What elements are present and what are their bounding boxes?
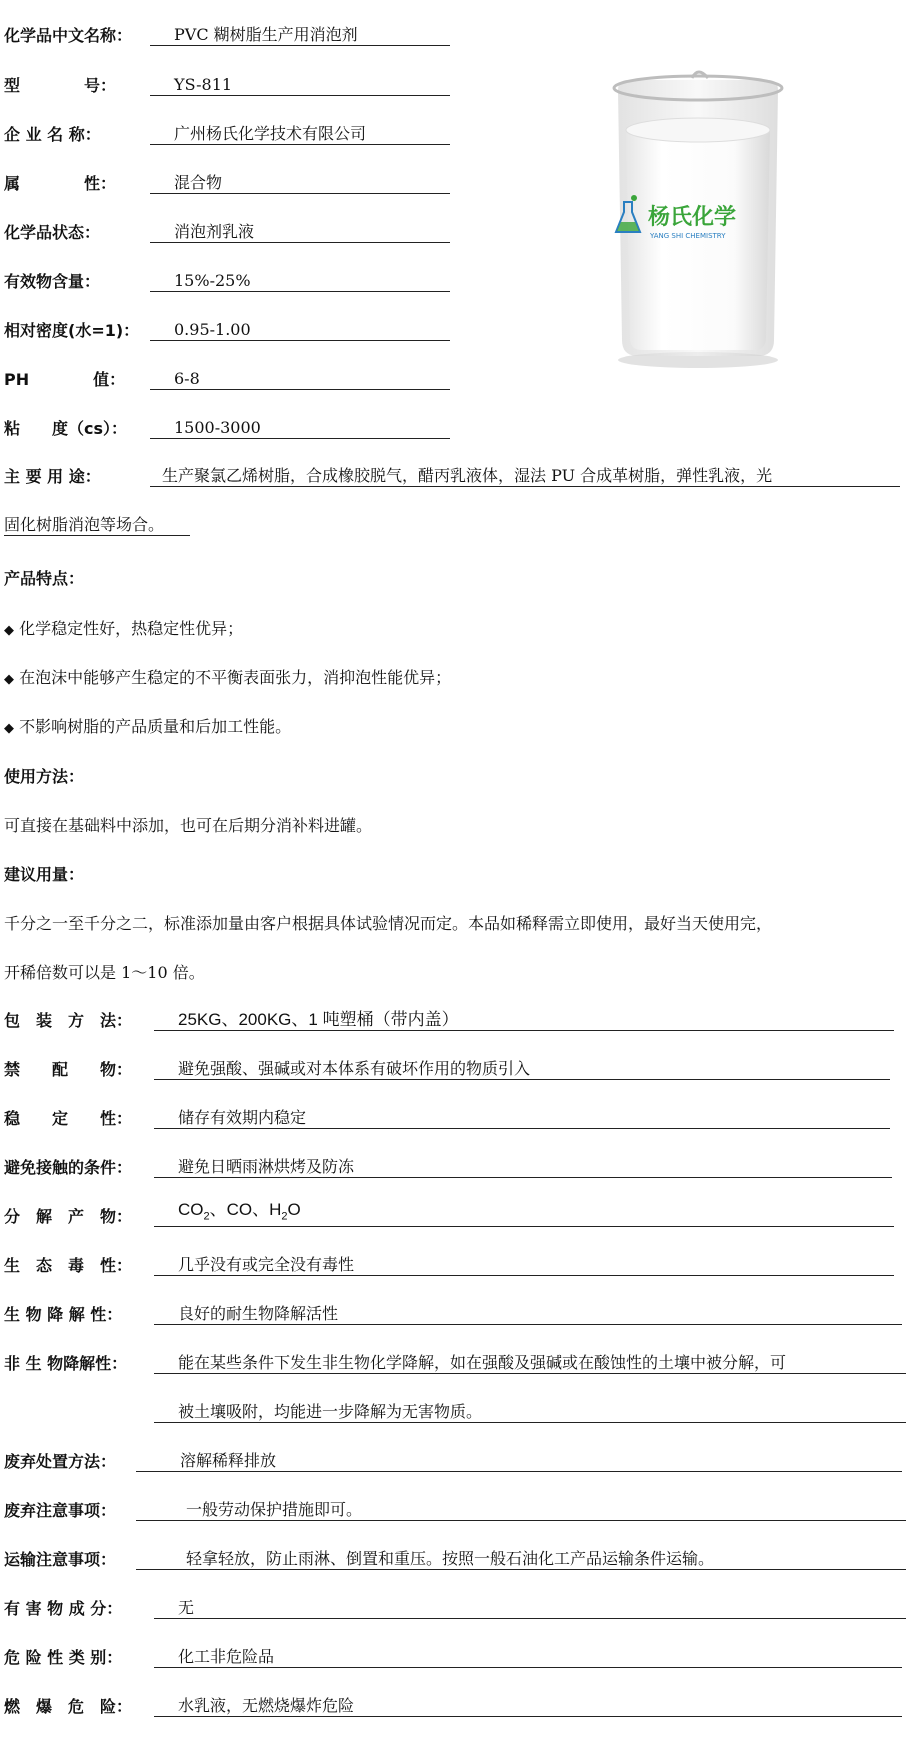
field-label: 分 解 产 物： [4,1207,133,1226]
field-value: 15%-25% [150,271,450,292]
feature-item-1 [4,616,243,639]
field-label: 粘 度（cs）： [4,419,128,438]
field-hazardous [4,1591,906,1619]
field-label: 废弃处置方法： [4,1452,117,1471]
field-packaging [4,1003,894,1031]
field-value: 广州杨氏化学技术有限公司 [150,124,450,145]
field-label: PH 值： [4,370,126,389]
field-label: 运输注意事项： [4,1550,117,1569]
field-value: 一般劳动保护措施即可。 [136,1500,906,1521]
field-incompatible [4,1052,890,1080]
field-nonbio [4,1346,906,1374]
diamond-bullet-icon: ◆ [4,672,14,687]
field-label: 废弃注意事项： [4,1501,117,1520]
field-label: 化学品中文名称： [4,26,133,45]
nonbio-line-2: 被土壤吸附，均能进一步降解为无害物质。 [154,1402,906,1423]
field-hazard-class [4,1640,902,1668]
dosage-line-2: 开稀倍数可以是 1～10 倍。 [4,963,205,982]
field-value: 水乳液，无燃烧爆炸危险 [154,1696,902,1717]
field-value: 溶解稀释排放 [136,1451,902,1472]
method-heading: 使用方法： [4,767,85,786]
field-value: $CO_2$、CO、$H_2O$ [154,1200,894,1227]
field-ph [4,362,450,390]
nonbio-line-1: 能在某些条件下发生非生物化学降解，如在强酸及强碱或在酸蚀性的土壤中被分解，可 [154,1353,906,1374]
field-biodegradation [4,1297,902,1325]
field-usage [4,459,900,487]
field-label: 包 装 方 法： [4,1011,133,1030]
field-label: 化学品状态： [4,223,101,242]
logo-cn: 杨氏化学 [648,205,737,230]
field-value: 良好的耐生物降解活性 [154,1304,902,1325]
field-stability [4,1101,890,1129]
field-value: 0.95-1.00 [150,320,450,341]
method-text: 可直接在基础料中添加，也可在后期分消补料进罐。 [4,816,373,835]
usage-line-1: 生产聚氯乙烯树脂，合成橡胶脱气，醋丙乳液体，湿法 PU 合成革树脂，弹性乳液，光 [150,466,900,487]
product-beaker-image [598,70,798,370]
field-value: 无 [154,1598,906,1619]
field-content [4,264,450,292]
diamond-bullet-icon: ◆ [4,721,14,736]
dosage-line-1: 千分之一至千分之二，标准添加量由客户根据具体试验情况而定。本品如稀释需立即使用，最好当天使用完， [4,914,773,933]
field-ecotox [4,1248,894,1276]
field-label: 有效物含量： [4,272,101,291]
field-label: 企 业 名 称： [4,125,101,144]
feature-text: 不影响树脂的产品质量和后加工性能。 [19,717,292,736]
field-decomposition [4,1199,894,1227]
field-label: 属 性： [4,174,117,193]
field-label: 有 害 物 成 分： [4,1599,123,1618]
field-density [4,313,450,341]
field-value: PVC 糊树脂生产用消泡剂 [150,25,450,46]
feature-text: 在泡沫中能够产生稳定的不平衡表面张力，消抑泡性能优异； [19,668,452,687]
field-property [4,166,450,194]
field-avoid [4,1150,892,1178]
field-label: 主 要 用 途： [4,467,101,486]
field-value: 几乎没有或完全没有毒性 [154,1255,894,1276]
field-label: 稳 定 性： [4,1109,133,1128]
field-explosion [4,1689,902,1717]
field-value: 化工非危险品 [154,1647,902,1668]
field-value: 避免强酸、强碱或对本体系有破坏作用的物质引入 [154,1059,890,1080]
field-label: 生 态 毒 性： [4,1256,133,1275]
field-disposal [4,1444,902,1472]
field-value: 6-8 [150,369,450,390]
field-label: 避免接触的条件： [4,1158,133,1177]
field-label: 生 物 降 解 性： [4,1305,123,1324]
feature-text: 化学稳定性好，热稳定性优异； [19,619,244,638]
field-value: 1500-3000 [150,418,450,439]
dosage-heading: 建议用量： [4,865,85,884]
feature-item-2 [4,665,451,688]
feature-item-3 [4,714,291,737]
field-company [4,117,450,145]
field-value: 混合物 [150,173,450,194]
field-product-name [4,18,450,46]
field-value: 轻拿轻放，防止雨淋、倒置和重压。按照一般石油化工产品运输条件运输。 [136,1549,906,1570]
field-label: 相对密度(水=1)： [4,321,140,340]
field-value: 储存有效期内稳定 [154,1108,890,1129]
field-value: 25KG、200KG、1 吨塑桶（带内盖） [154,1010,894,1031]
field-label: 非 生 物降解性： [4,1354,128,1373]
field-label: 型 号： [4,76,117,95]
usage-line-2-row [4,508,190,536]
field-value: 消泡剂乳液 [150,222,450,243]
field-viscosity [4,411,450,439]
field-label: 危 险 性 类 别： [4,1648,123,1667]
field-value: 避免日晒雨淋烘烤及防冻 [154,1157,892,1178]
usage-line-2: 固化树脂消泡等场合。 [4,515,190,536]
field-transport [4,1542,906,1570]
nonbio-line-2-row [154,1395,906,1423]
diamond-bullet-icon: ◆ [4,623,14,638]
field-label: 禁 配 物： [4,1060,133,1079]
features-heading: 产品特点： [4,569,85,588]
field-state [4,215,450,243]
logo-en: YANG SHI CHEMISTRY [650,232,726,240]
field-value: YS-811 [150,75,450,96]
field-model [4,68,450,96]
field-label: 燃 爆 危 险： [4,1697,133,1716]
field-disposal-notes [4,1493,906,1521]
